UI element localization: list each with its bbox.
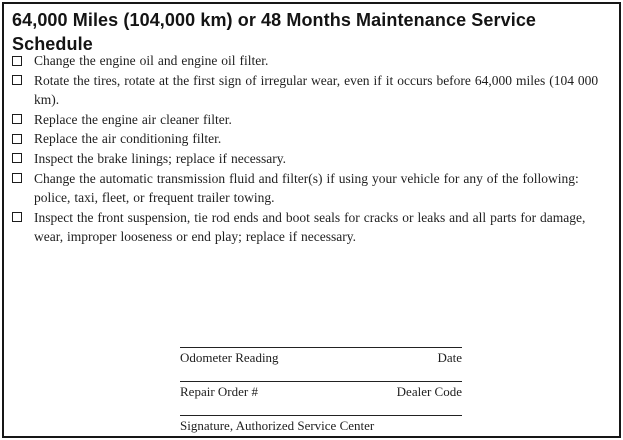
dealer-code-label: Dealer Code [396, 384, 462, 399]
unchecked-checkbox-icon [12, 75, 22, 85]
checklist-item-text: Replace the air conditioning filter. [34, 131, 222, 147]
page-title: 64,000 Miles (104,000 km) or 48 Months Maintenance Service Schedule [12, 10, 537, 54]
unchecked-checkbox-icon [12, 56, 22, 66]
checklist-item-text: Inspect the brake linings; replace if necessary. [34, 150, 286, 166]
form-row-signature [180, 415, 462, 434]
checklist-item-text: Change the automatic transmission fluid and filter(s) if using your vehicle for any of the following: police, taxi, fleet, or frequent trailer towing. [34, 170, 579, 206]
checklist-item [12, 51, 614, 71]
unchecked-checkbox-icon [12, 114, 22, 124]
checklist-item [12, 208, 614, 247]
unchecked-checkbox-icon [12, 153, 22, 163]
checklist-item-text: Replace the engine air cleaner filter. [34, 111, 232, 127]
unchecked-checkbox-icon [12, 134, 22, 144]
checklist-item [12, 169, 614, 208]
checklist-item-text: Rotate the tires, rotate at the first sign of irregular wear, even if it occurs before 64,000 miles (104 000 km). [34, 72, 599, 108]
odometer-reading-label: Odometer Reading [180, 350, 279, 365]
form-row-odometer-date [180, 347, 462, 381]
form-row-repair-order-dealer-code [180, 381, 462, 415]
document-page [2, 2, 621, 438]
maintenance-checklist [12, 51, 614, 247]
checklist-item [12, 110, 614, 130]
date-label: Date [437, 350, 462, 365]
repair-order-label: Repair Order # [180, 384, 258, 399]
checklist-item [12, 129, 614, 149]
signature-label: Signature, Authorized Service Center [180, 418, 375, 433]
checklist-item [12, 149, 614, 169]
checklist-item-text: Change the engine oil and engine oil filter. [34, 53, 269, 68]
unchecked-checkbox-icon [12, 173, 22, 183]
unchecked-checkbox-icon [12, 212, 22, 222]
checklist-item-text: Inspect the front suspension, tie rod ends and boot seals for cracks or leaks and all parts for damage, wear, improper looseness or end play; replace if necessary. [34, 209, 586, 245]
service-record-form [180, 347, 462, 434]
checklist-item [12, 71, 614, 110]
